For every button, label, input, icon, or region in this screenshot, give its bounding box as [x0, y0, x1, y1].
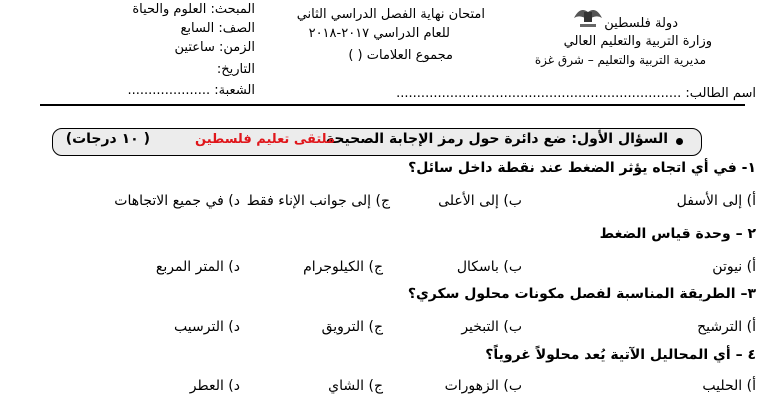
q2-option-c[interactable]: ج) الكيلوجرام	[303, 259, 383, 275]
time-field: الزمن: ساعتين	[174, 40, 255, 55]
q3-option-c[interactable]: ج) الترويق	[321, 319, 383, 335]
q1-option-c[interactable]: ج) إلى جوانب الإناء فقط	[246, 193, 390, 209]
total-marks: مجموع العلامات ( )	[348, 48, 453, 63]
question-one-title: السؤال الأول: ضع دائرة حول رمز الإجابة الصحيحة	[325, 131, 668, 147]
exam-title: امتحان نهاية الفصل الدراسي الثاني	[296, 7, 485, 22]
directorate-name: مديرية التربية والتعليم – شرق غزة	[534, 53, 706, 67]
question-1: ١- في أي اتجاه يؤثر الضغط عند نقطة داخل سائل؟	[408, 160, 756, 176]
state-name: دولة فلسطين	[604, 16, 678, 31]
q4-option-b[interactable]: ب) الزهورات	[444, 378, 522, 394]
q3-option-a[interactable]: أ) الترشيح	[697, 319, 756, 335]
header-divider	[40, 104, 745, 106]
section-field: الشعبة: ....................	[127, 83, 255, 98]
bullet-icon	[676, 138, 683, 145]
subject-field: المبحث: العلوم والحياة	[132, 2, 255, 17]
q2-option-d[interactable]: د) المتر المربع	[155, 259, 240, 275]
q3-option-b[interactable]: ب) التبخير	[461, 319, 522, 335]
q1-option-d[interactable]: د) في جميع الاتجاهات	[114, 193, 240, 209]
q4-option-c[interactable]: ج) الشاي	[328, 378, 383, 394]
question-3: ٣– الطريقة المناسبة لفصل مكونات محلول سكري؟	[407, 286, 756, 302]
grade-field: الصف: السابع	[180, 21, 255, 36]
student-name-field[interactable]: اسم الطالب: .....................................................................	[396, 86, 756, 101]
q4-option-d[interactable]: د) العطر	[189, 378, 240, 394]
q1-option-b[interactable]: ب) إلى الأعلى	[438, 193, 522, 209]
date-field: التاريخ:	[216, 62, 255, 77]
question-2: ٢ – وحدة قياس الضغط	[599, 226, 756, 242]
academic-year: للعام الدراسي ٢٠١٧-٢٠١٨	[308, 26, 450, 41]
q2-option-b[interactable]: ب) باسكال	[456, 259, 522, 275]
q2-option-a[interactable]: أ) نيوتن	[712, 259, 756, 275]
palestine-emblem-icon	[570, 4, 606, 30]
question-4: ٤ – أي المحاليل الآتية يُعد محلولاً غروياً؟	[485, 347, 756, 363]
forum-label: ملتقى تعليم فلسطين	[195, 132, 335, 147]
q1-option-a[interactable]: أ) إلى الأسفل	[676, 193, 756, 209]
q4-option-a[interactable]: أ) الحليب	[702, 378, 756, 394]
ministry-name: وزارة التربية والتعليم العالي	[563, 34, 712, 49]
question-one-marks: ( ١٠ درجات)	[65, 131, 150, 147]
q3-option-d[interactable]: د) الترسيب	[174, 319, 240, 335]
